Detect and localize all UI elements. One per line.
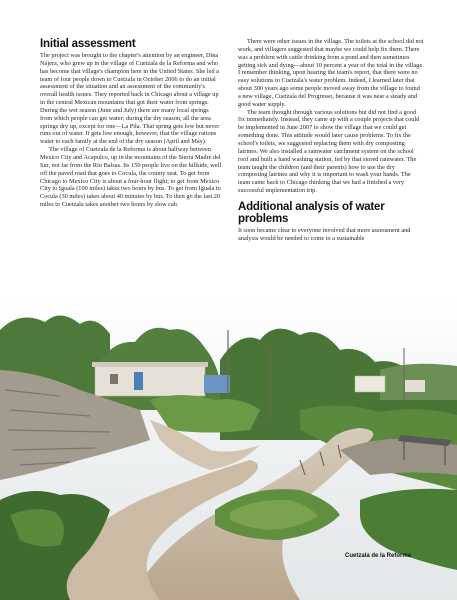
section-heading-additional-analysis: Additional analysis of water problems bbox=[238, 200, 385, 225]
house-main-roof bbox=[92, 362, 208, 367]
photo-caption: Cuetzala de la Reforma bbox=[345, 553, 412, 559]
house-small-blue bbox=[204, 375, 230, 393]
house-blue-door bbox=[134, 372, 143, 390]
house-right bbox=[355, 376, 385, 392]
paragraph: It soon became clear to everyone involved that more assessment and analysis would be needed to come to a sustainable bbox=[238, 226, 411, 242]
house-far-right bbox=[405, 380, 425, 392]
right-column bbox=[238, 38, 424, 243]
house-window bbox=[110, 374, 118, 384]
paragraph: There were other issues in the village. The toilets at the school did not work, and villagers suggested that maybe we could help fix them. There was a problem with cattle drinking from a pond and then sometimes getting sick and dying—about 10 percent a year of the total in the village. I remember thinking, upon hearing the team's report, that there were no easy solutions to Cuetzala's water problem. Indeed, I learned later that about 300 years ago some people moved away from the village to found a new village, Cuetzala del Progresso, because it was near a steady and good water supply. bbox=[238, 38, 424, 108]
paragraph: The project was brought to the chapter's attention by an engineer, Dina Nájera, who grew up in the village of Cuetzala de la Reforma and who has become that village's champion here in the United States. She led a team of four people down to Cuetzala in October 2006 to do an initial assessment of the situation and an assessment of the community's overall health issues. They reported back in Chicago about a village up in the central Mexican mountains that got their water from springs. During the wet season (June and July) there are many local springs from which people can get water; during the dry season, all the area springs dry up, except for one—La Pila. That spring gets low but never runs out of water. It gets low enough, however, that the village rations water to each family at the end of the dry season (April and May). bbox=[40, 52, 220, 146]
paragraph: The village of Cuetzala de la Reforma is about halfway between Mexico City and Acapulco, up in the mountains of the Sierra Madre del Sur, not far from the Rio Balsas. Its 150 people live on the hillside, well off the paved road that goes to Cocula, the county seat. To get from Chicago to Mexico City is about a four-hour flight; to get from Mexico City to Iguala (100 miles) takes two hours by bus. To get from Iguala to Cocula (30 miles) takes about 40 minutes by bus. To then go the last 20 miles to Cuetzala takes another two hours by slow cab. bbox=[40, 146, 222, 209]
left-column bbox=[40, 38, 222, 209]
section-heading-initial-assessment: Initial assessment bbox=[40, 38, 136, 50]
paragraph: The team thought through various solutions but did not find a good fix immediately. Instead, they came up with a couple projects that could be implemented in June 2007 to show the village that we could get something done. This attitude would later cause problems. To fix the school's toilets, we suggested replacing them with dry composting latrines. We also installed a rainwater catchment system on the school roof and built a hand washing station, fed by that stored rainwater. The team taught the children (and their parents) how to use the dry composting latrines and why it is important to wash your hands. The team came back to Chicago thinking that we had a finished a very successful implementation trip. bbox=[238, 108, 420, 195]
